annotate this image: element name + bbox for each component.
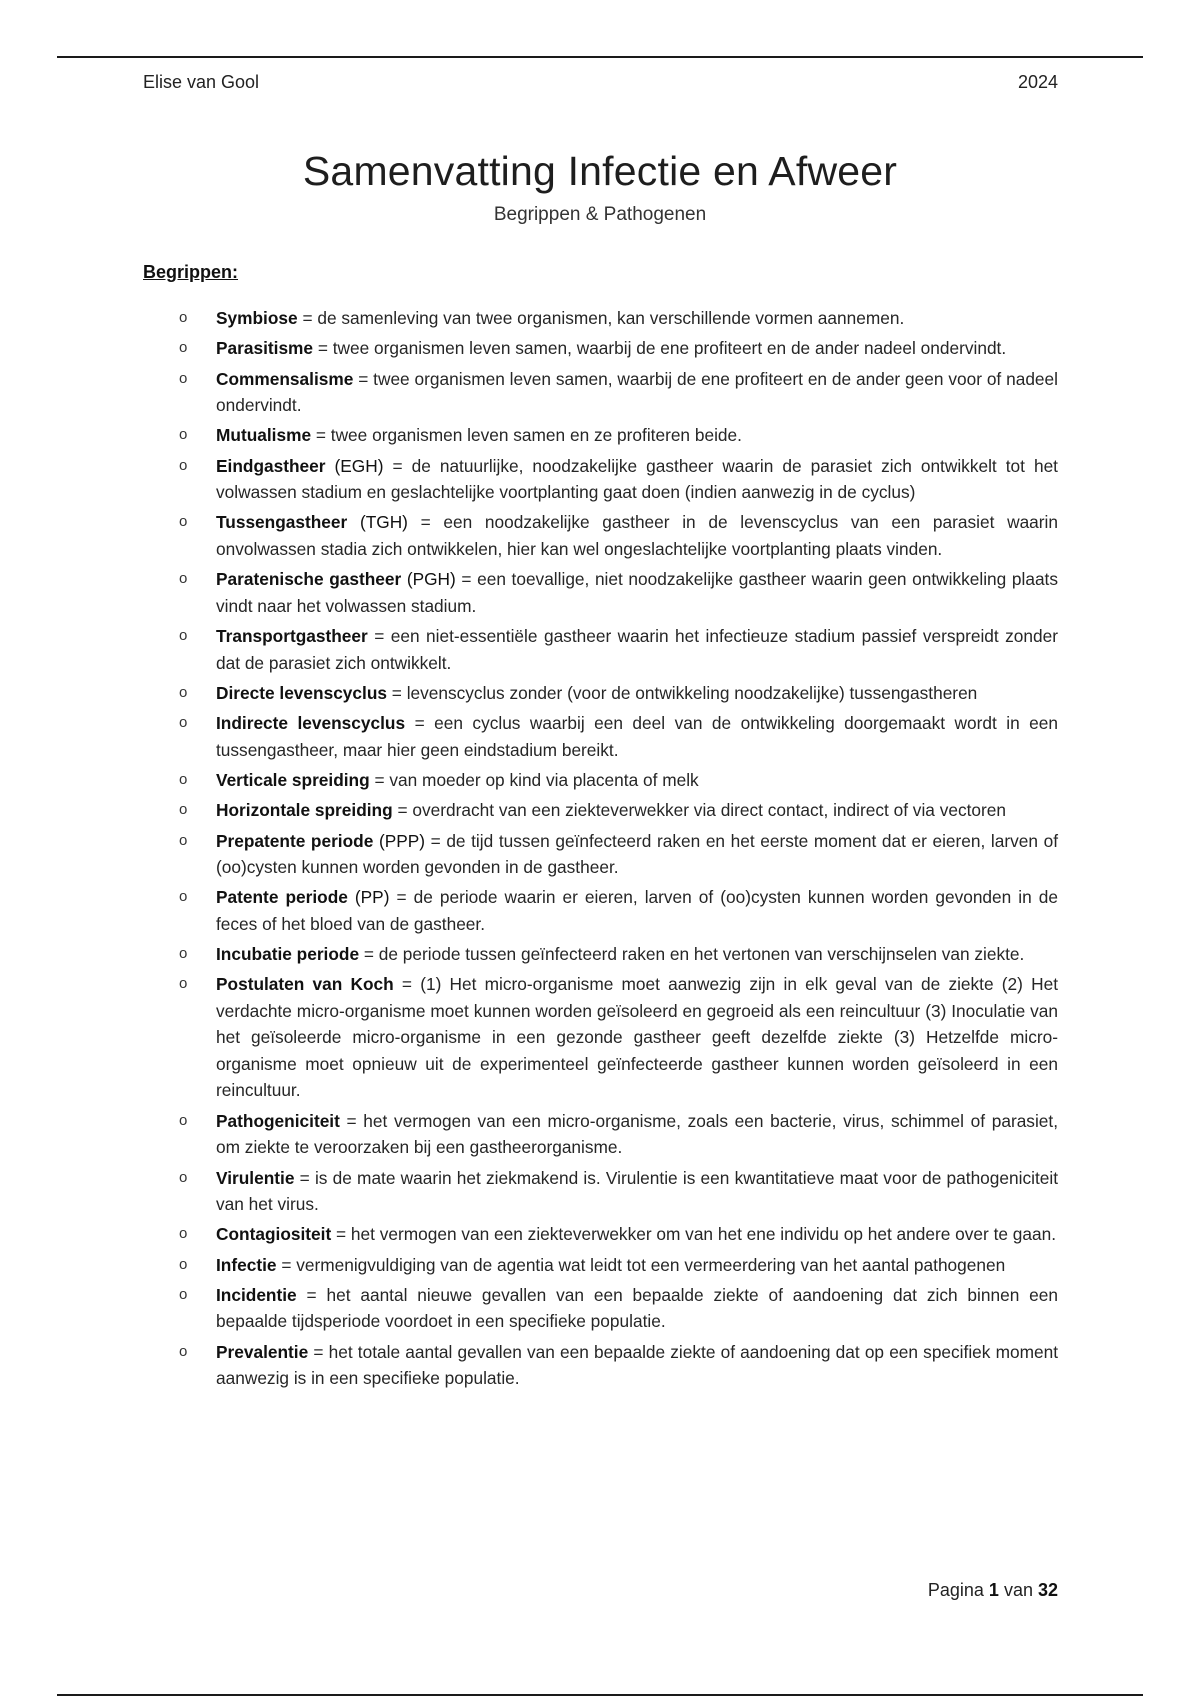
term-definition: = een cyclus waarbij een deel van de ontwikkeling doorgemaakt wordt in een tussengastheer, maar hier geen eindstadium bereikt. — [216, 713, 1058, 760]
term-abbreviation: (TGH) — [347, 512, 408, 533]
term-definition: = twee organismen leven samen, waarbij de ene profiteert en de ander geen voor of nadeel ondervindt. — [216, 368, 1058, 416]
term-definition: = het vermogen van een micro-organisme, zoals een bacterie, virus, schimmel of parasiet, om ziekte te veroorzaken bij een gastheerorganisme. — [216, 1110, 1058, 1158]
term-definition: = de samenleving van twee organismen, kan verschillende vormen aannemen. — [297, 308, 905, 328]
term-name: Incubatie periode — [216, 944, 360, 965]
page-number-total: 32 — [1037, 1580, 1058, 1600]
header-year: 2024 — [1017, 72, 1058, 92]
term-list — [143, 305, 1058, 1396]
page-number-current: 1 — [988, 1580, 999, 1600]
term-name: Mutualisme — [216, 425, 312, 446]
term-name: Postulaten van Koch — [216, 974, 394, 995]
term-name: Patente periode — [216, 887, 348, 908]
page-header — [143, 72, 1058, 96]
term-definition: = het vermogen van een ziekteverwekker om van het ene individu op het andere over te gaan. — [331, 1224, 1057, 1245]
term-name: Horizontale spreiding — [216, 800, 393, 821]
term-name: Indirecte levenscyclus — [216, 713, 406, 734]
term-definition: = het totale aantal gevallen van een bepaalde ziekte of aandoening dat op een specifiek moment aanwezig is in een specifieke populatie. — [216, 1341, 1058, 1389]
term-definition: = vermenigvuldiging van de agentia wat leidt tot een vermeerdering van het aantal pathogenen — [276, 1254, 1006, 1275]
term-item — [143, 941, 1058, 968]
term-item — [143, 1282, 1058, 1335]
bullet-circle-icon: o — [179, 627, 188, 645]
term-definition: = levenscyclus zonder (voor de ontwikkeling noodzakelijke) tussengastheren — [387, 682, 978, 703]
term-name: Prepatente periode — [216, 830, 374, 851]
term-name: Symbiose — [216, 308, 298, 328]
term-definition: = twee organismen leven samen, waarbij de ene profiteert en de ander nadeel ondervindt. — [313, 338, 1007, 359]
term-abbreviation: (PGH) — [401, 569, 456, 590]
term-definition: = een niet-essentiële gastheer waarin het infectieuze stadium passief verspreidt zonder dat de parasiet zich ontwikkelt. — [216, 626, 1058, 673]
page-number-prefix: Pagina — [927, 1580, 989, 1600]
term-item — [143, 828, 1058, 881]
term-definition: = de natuurlijke, noodzakelijke gastheer waarin de parasiet zich ontwikkelt tot het volwassen stadium en geslachtelijke voortplanting gaat doen (indien aanwezig in de cyclus) — [216, 455, 1058, 503]
term-definition: = van moeder op kind via placenta of melk — [369, 769, 699, 790]
term-name: Virulentie — [216, 1167, 295, 1188]
bullet-circle-icon: o — [179, 369, 188, 387]
term-name: Commensalisme — [216, 368, 354, 389]
term-name: Parasitisme — [216, 338, 314, 359]
term-item — [143, 710, 1058, 763]
term-item — [143, 1221, 1058, 1248]
bottom-rule — [57, 1694, 1143, 1696]
term-definition: = is de mate waarin het ziekmakend is. Virulentie is een kwantitatieve maat voor de pathogeniciteit van het virus. — [216, 1167, 1058, 1215]
term-definition: = het aantal nieuwe gevallen van een bepaalde ziekte of aandoening dat zich binnen een bepaalde tijdsperiode voordoet in een specifieke populatie. — [216, 1284, 1058, 1332]
term-definition: = een toevallige, niet noodzakelijke gastheer waarin geen ontwikkeling plaats vindt naar het volwassen stadium. — [216, 569, 1058, 616]
document-title: Samenvatting Infectie en Afweer — [302, 148, 898, 194]
term-name: Contagiositeit — [216, 1224, 332, 1245]
term-definition: = (1) Het micro-organisme moet aanwezig zijn in elk geval van de ziekte (2) Het verdachte micro-organisme moet kunnen worden geïsoleerd en gegroeid als een reincultuur (3) Inoculatie van het geïsoleerde micro-organisme in een gezonde gastheer geeft dezelfde ziekte (3) Hetzelfde micro-organisme moet opnieuw uit de experimenteel geïnfecteerde gastheer kunnen worden geïsoleerd in een reincultuur. — [216, 974, 1058, 1101]
bullet-circle-icon: o — [179, 1225, 188, 1243]
term-abbreviation: (PP) — [347, 887, 390, 908]
bullet-circle-icon: o — [179, 683, 188, 701]
term-definition: = de periode tussen geïnfecteerd raken en het vertonen van verschijnselen van ziekte. — [359, 944, 1025, 965]
term-item — [143, 971, 1058, 1104]
top-rule — [57, 56, 1143, 58]
term-definition: = de periode waarin er eieren, larven of (oo)cysten kunnen worden gevonden in de feces of het bloed van de gastheer. — [216, 887, 1058, 934]
bullet-circle-icon: o — [179, 456, 188, 474]
term-name: Paratenische gastheer — [216, 569, 402, 590]
term-name: Incidentie — [216, 1284, 297, 1305]
term-name: Pathogeniciteit — [216, 1110, 340, 1131]
bullet-circle-icon: o — [179, 570, 188, 588]
bullet-circle-icon: o — [179, 513, 188, 531]
bullet-circle-icon: o — [179, 426, 188, 444]
bullet-circle-icon: o — [179, 888, 188, 906]
page-number — [928, 1580, 1058, 1601]
term-abbreviation: (PPP) — [373, 830, 426, 851]
term-name: Eindgastheer — [216, 455, 326, 476]
term-definition: = een noodzakelijke gastheer in de levenscyclus van een parasiet waarin onvolwassen stadia zich ontwikkelen, hier kan wel ongeslachtelijke voortplanting plaats vinden. — [216, 512, 1058, 559]
page-number-middle: van — [998, 1580, 1038, 1600]
term-item — [143, 305, 1058, 332]
term-item — [143, 422, 1058, 449]
bullet-circle-icon: o — [179, 945, 188, 963]
bullet-circle-icon: o — [179, 801, 188, 819]
section-heading-begrippen: Begrippen: — [143, 262, 239, 282]
term-item — [143, 366, 1058, 419]
term-definition: = overdracht van een ziekteverwekker via direct contact, indirect of via vectoren — [392, 800, 1006, 821]
term-item — [143, 1252, 1058, 1279]
bullet-circle-icon: o — [179, 1285, 188, 1303]
term-item — [143, 566, 1058, 619]
term-abbreviation: (EGH) — [325, 455, 384, 476]
bullet-circle-icon: o — [179, 831, 188, 849]
term-item — [143, 335, 1058, 362]
term-definition: = twee organismen leven samen en ze profiteren beide. — [311, 425, 742, 446]
term-item — [143, 623, 1058, 676]
term-item — [143, 797, 1058, 824]
bullet-circle-icon: o — [179, 1255, 188, 1273]
header-author: Elise van Gool — [143, 72, 260, 92]
term-item — [143, 453, 1058, 506]
bullet-circle-icon: o — [179, 975, 188, 993]
term-item — [143, 884, 1058, 937]
term-name: Prevalentie — [216, 1341, 309, 1362]
term-item — [143, 1108, 1058, 1161]
term-item — [143, 1339, 1058, 1392]
term-name: Infectie — [216, 1254, 277, 1275]
term-item — [143, 680, 1058, 707]
term-name: Directe levenscyclus — [216, 682, 387, 703]
term-item — [143, 767, 1058, 794]
bullet-circle-icon: o — [179, 714, 188, 732]
bullet-circle-icon: o — [179, 770, 188, 788]
term-item — [143, 1165, 1058, 1218]
term-name: Tussengastheer — [216, 512, 348, 533]
bullet-circle-icon: o — [179, 1168, 188, 1186]
document-subtitle: Begrippen & Pathogenen — [493, 204, 707, 225]
bullet-circle-icon: o — [179, 1111, 188, 1129]
term-name: Transportgastheer — [216, 626, 368, 647]
bullet-circle-icon: o — [179, 309, 188, 326]
bullet-circle-icon: o — [179, 1342, 188, 1360]
bullet-circle-icon: o — [179, 339, 188, 357]
term-name: Verticale spreiding — [216, 769, 370, 790]
term-definition: = de tijd tussen geïnfecteerd raken en het eerste moment dat er eieren, larven of (oo)cysten kunnen worden gevonden in de gastheer. — [216, 830, 1058, 878]
term-item — [143, 509, 1058, 562]
